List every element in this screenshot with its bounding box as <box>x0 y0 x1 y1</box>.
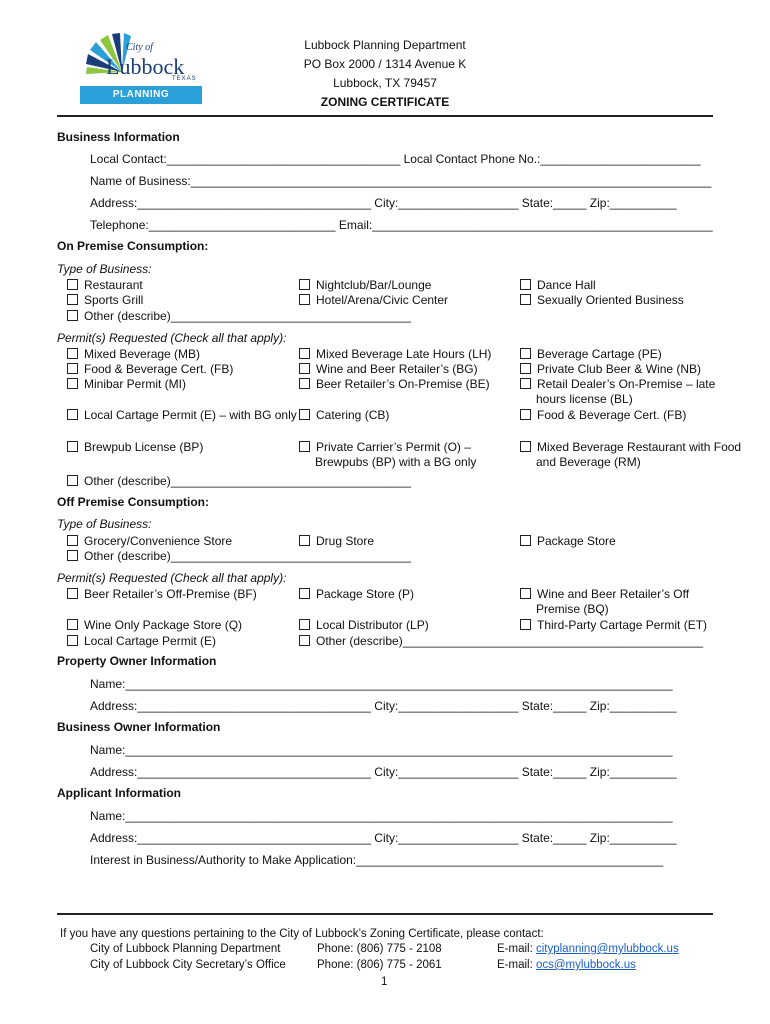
on-permit-mb[interactable]: Mixed Beverage (MB) <box>67 347 200 362</box>
telephone-email-field[interactable]: Telephone:____________________________ Email:___________________________________________________ <box>90 218 713 232</box>
business-address-field[interactable]: Address:___________________________________ City:__________________ State:_____ Zip:__________ <box>90 196 677 210</box>
local-contact-field[interactable]: Local Contact:___________________________________ Local Contact Phone No.:________________________ <box>90 152 701 166</box>
checkbox[interactable] <box>67 378 78 389</box>
on-premise-permits-label: Permit(s) Requested (Check all that apply): <box>57 331 287 345</box>
logo-city-of: City of <box>126 42 153 53</box>
business-name-field[interactable]: Name of Business:______________________________________________________________________________ <box>90 174 712 188</box>
on-permit-bl[interactable]: Retail Dealer’s On-Premise – late hours license (BL) <box>520 377 741 407</box>
on-permit-fb-2[interactable]: Food & Beverage Cert. (FB) <box>520 408 686 423</box>
on-permit-fb[interactable]: Food & Beverage Cert. (FB) <box>67 362 233 377</box>
email-link-secretary[interactable]: ocs@mylubbock.us <box>535 959 636 971</box>
city-of-lubbock-logo <box>80 30 202 104</box>
on-permit-e[interactable]: Local Cartage Permit (E) – with BG only <box>67 408 303 423</box>
checkbox[interactable] <box>299 635 310 646</box>
checkbox[interactable] <box>520 535 531 546</box>
checkbox[interactable] <box>67 348 78 359</box>
footer-intro: If you have any questions pertaining to the City of Lubbock’s Zoning Certificate, please contact: <box>60 928 544 940</box>
off-permit-bf[interactable]: Beer Retailer’s Off-Premise (BF) <box>67 587 257 602</box>
on-premise-heading: On Premise Consumption: <box>57 239 209 253</box>
off-premise-permits-label: Permit(s) Requested (Check all that apply): <box>57 571 287 585</box>
on-type-dance-hall[interactable]: Dance Hall <box>520 278 596 293</box>
logo-texas: TEXAS <box>172 76 197 82</box>
checkbox[interactable] <box>67 409 78 420</box>
checkbox[interactable] <box>520 588 531 599</box>
footer-org-secretary: City of Lubbock City Secretary’s Office <box>90 959 286 971</box>
checkbox[interactable] <box>520 279 531 290</box>
off-type-other[interactable]: Other (describe)____________________________________ <box>67 549 411 564</box>
on-permit-be[interactable]: Beer Retailer’s On-Premise (BE) <box>299 377 490 392</box>
on-permit-pe[interactable]: Beverage Cartage (PE) <box>520 347 662 362</box>
footer-email-planning: E-mail: cityplanning@mylubbock.us <box>497 943 679 955</box>
checkbox[interactable] <box>520 409 531 420</box>
email-link-planning[interactable]: cityplanning@mylubbock.us <box>535 943 679 955</box>
business-owner-heading: Business Owner Information <box>57 720 221 734</box>
on-type-sports-grill[interactable]: Sports Grill <box>67 293 143 308</box>
off-premise-type-label: Type of Business: <box>57 517 152 531</box>
off-type-drug-store[interactable]: Drug Store <box>299 534 374 549</box>
off-permit-et[interactable]: Third-Party Cartage Permit (ET) <box>520 618 707 633</box>
on-type-other[interactable]: Other (describe)____________________________________ <box>67 309 411 324</box>
applicant-heading: Applicant Information <box>57 786 181 800</box>
on-permit-other[interactable]: Other (describe)____________________________________ <box>67 474 411 489</box>
off-permit-p[interactable]: Package Store (P) <box>299 587 414 602</box>
checkbox[interactable] <box>299 378 310 389</box>
off-permit-lp[interactable]: Local Distributor (LP) <box>299 618 429 633</box>
off-type-package-store[interactable]: Package Store <box>520 534 616 549</box>
on-type-sexually-oriented[interactable]: Sexually Oriented Business <box>520 293 684 308</box>
property-owner-name-field[interactable]: Name:__________________________________________________________________________________ <box>90 677 673 691</box>
checkbox[interactable] <box>520 619 531 630</box>
header-rule <box>57 115 713 117</box>
on-premise-type-label: Type of Business: <box>57 262 152 276</box>
checkbox[interactable] <box>299 279 310 290</box>
footer-rule <box>57 913 713 915</box>
business-owner-name-field[interactable]: Name:__________________________________________________________________________________ <box>90 743 673 757</box>
off-premise-heading: Off Premise Consumption: <box>57 495 210 509</box>
on-permit-lh[interactable]: Mixed Beverage Late Hours (LH) <box>299 347 491 362</box>
on-type-nightclub[interactable]: Nightclub/Bar/Lounge <box>299 278 431 293</box>
on-permit-cb[interactable]: Catering (CB) <box>299 408 389 423</box>
checkbox[interactable] <box>520 363 531 374</box>
checkbox[interactable] <box>67 619 78 630</box>
property-owner-heading: Property Owner Information <box>57 654 217 668</box>
footer-phone-planning: Phone: (806) 775 - 2108 <box>317 943 442 955</box>
logo-planning-band: PLANNING <box>80 86 202 104</box>
checkbox[interactable] <box>67 635 78 646</box>
header-city: Lubbock, TX 79457 <box>333 76 437 90</box>
checkbox[interactable] <box>67 441 78 452</box>
on-permit-mi[interactable]: Minibar Permit (MI) <box>67 377 186 392</box>
off-permit-other[interactable]: Other (describe)_____________________________________________ <box>299 634 703 649</box>
on-permit-bp[interactable]: Brewpub License (BP) <box>67 440 203 455</box>
on-permit-nb[interactable]: Private Club Beer & Wine (NB) <box>520 362 701 377</box>
checkbox[interactable] <box>67 588 78 599</box>
on-permit-bg[interactable]: Wine and Beer Retailer’s (BG) <box>299 362 478 377</box>
on-permit-o[interactable]: Private Carrier’s Permit (O) – Brewpubs (BP) with a BG only <box>299 440 515 470</box>
footer-phone-secretary: Phone: (806) 775 - 2061 <box>317 959 442 971</box>
checkbox[interactable] <box>299 619 310 630</box>
checkbox[interactable] <box>299 348 310 359</box>
checkbox[interactable] <box>67 294 78 305</box>
property-owner-address-field[interactable]: Address:___________________________________ City:__________________ State:_____ Zip:__________ <box>90 699 677 713</box>
applicant-name-field[interactable]: Name:__________________________________________________________________________________ <box>90 809 673 823</box>
applicant-interest-field[interactable]: Interest in Business/Authority to Make Application:______________________________________________ <box>90 853 664 867</box>
applicant-address-field[interactable]: Address:___________________________________ City:__________________ State:_____ Zip:__________ <box>90 831 677 845</box>
off-type-grocery[interactable]: Grocery/Convenience Store <box>67 534 232 549</box>
checkbox[interactable] <box>299 588 310 599</box>
on-type-restaurant[interactable]: Restaurant <box>67 278 143 293</box>
checkbox[interactable] <box>67 475 78 486</box>
off-permit-e[interactable]: Local Cartage Permit (E) <box>67 634 216 649</box>
checkbox[interactable] <box>520 294 531 305</box>
checkbox[interactable] <box>520 378 531 389</box>
business-owner-address-field[interactable]: Address:___________________________________ City:__________________ State:_____ Zip:__________ <box>90 765 677 779</box>
document-header <box>260 36 510 112</box>
checkbox[interactable] <box>67 535 78 546</box>
checkbox[interactable] <box>299 294 310 305</box>
checkbox[interactable] <box>520 441 531 452</box>
off-permit-q[interactable]: Wine Only Package Store (Q) <box>67 618 242 633</box>
checkbox[interactable] <box>299 363 310 374</box>
checkbox[interactable] <box>520 348 531 359</box>
footer-email-secretary: E-mail: ocs@mylubbock.us <box>497 959 636 971</box>
header-department: Lubbock Planning Department <box>304 38 466 52</box>
business-info-heading: Business Information <box>57 130 180 144</box>
header-po-box: PO Box 2000 / 1314 Avenue K <box>303 57 467 71</box>
document-title: ZONING CERTIFICATE <box>320 95 450 109</box>
checkbox[interactable] <box>67 310 78 321</box>
checkbox[interactable] <box>299 535 310 546</box>
off-permit-bq[interactable]: Wine and Beer Retailer’s Off Premise (BQ) <box>520 587 736 617</box>
on-type-hotel[interactable]: Hotel/Arena/Civic Center <box>299 293 448 308</box>
checkbox[interactable] <box>299 409 310 420</box>
checkbox[interactable] <box>299 441 310 452</box>
footer-org-planning: City of Lubbock Planning Department <box>90 943 281 955</box>
page-number: 1 <box>381 976 388 988</box>
on-permit-rm[interactable]: Mixed Beverage Restaurant with Food and Beverage (RM) <box>520 440 746 470</box>
checkbox[interactable] <box>67 550 78 561</box>
checkbox[interactable] <box>67 363 78 374</box>
checkbox[interactable] <box>67 279 78 290</box>
logo-wordmark: Lubbock <box>106 54 185 79</box>
